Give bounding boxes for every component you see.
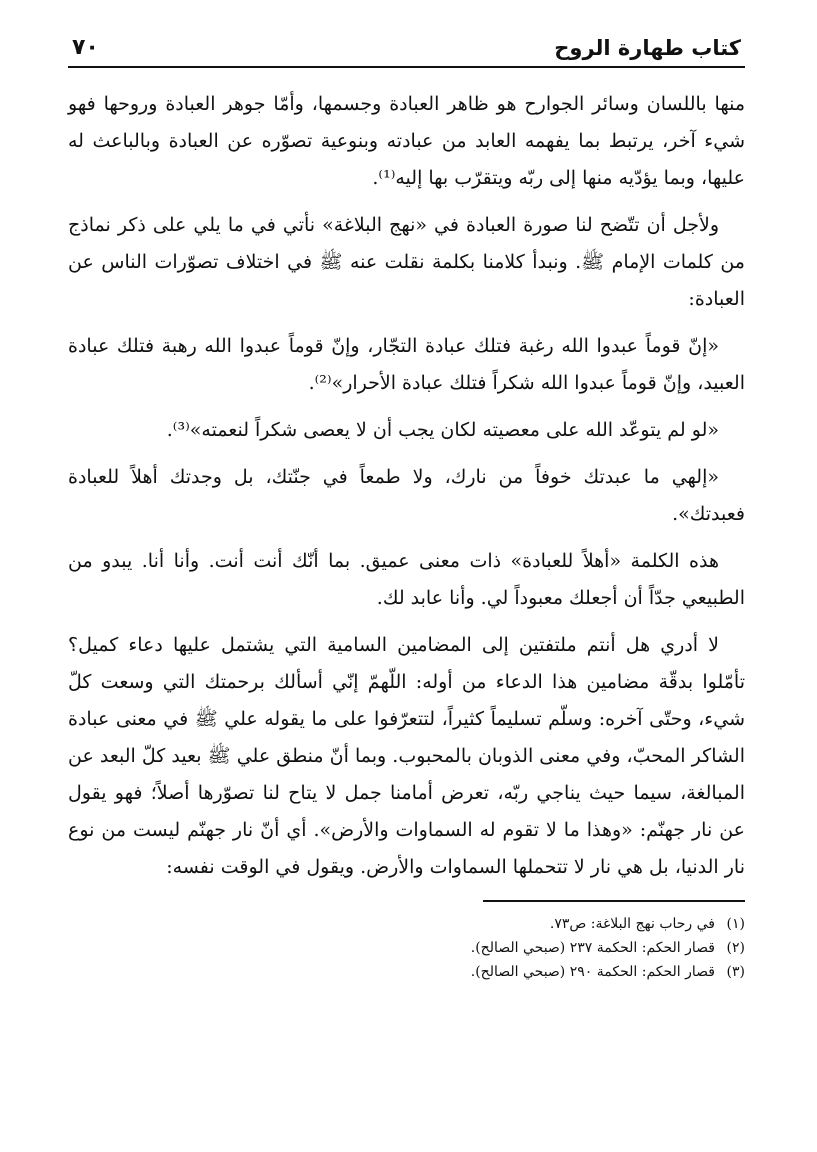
running-header: [68, 24, 745, 68]
footnote-text: قصار الحكم: الحكمة ٢٣٧ (صبحي الصالح).: [470, 940, 715, 956]
footnote-text: قصار الحكم: الحكمة ٢٩٠ (صبحي الصالح).: [470, 964, 715, 980]
footnote-number: (٢): [726, 940, 745, 956]
footnote: [68, 912, 745, 936]
book-title: كتاب طهارة الروح: [554, 36, 741, 60]
body-text: [68, 86, 745, 886]
quote-disobedience: «لو لم يتوعّد الله على معصيته لكان يجب أن لا يعصى شكراً لنعمته»⁽³⁾.: [166, 419, 719, 441]
footnote-number: (٣): [726, 964, 745, 980]
quote-worship-types: «إنّ قوماً عبدوا الله رغبة فتلك عبادة التجّار، وإنّ قوماً عبدوا الله رهبة فتلك عبادة العبيد، وإنّ قوماً عبدوا الله شكراً فتلك عبادة الأحرار»⁽²⁾.: [68, 335, 745, 394]
book-page: [68, 24, 745, 1132]
footnote-text: في رحاب نهج البلاغة: ص٧٣.: [549, 916, 715, 932]
footnote-number: (١): [726, 916, 745, 932]
footnote-separator: [483, 900, 745, 902]
footnote: [68, 960, 745, 984]
page-number: ٧٠: [72, 35, 99, 60]
footnotes: [68, 912, 745, 984]
paragraph-kumayl: لا أدري هل أنتم ملتفتين إلى المضامين السامية التي يشتمل عليها دعاء كميل؟ تأمّلوا بدقّة مضامين هذا الدعاء من أوله: اللّهمّ إنّي أسألك برحمتك التي وسعت كلّ شيء، وحتّى آخره: وسلّم تسليماً كثيراً، لتتعرّفوا على ما يقوله علي ﷺ في معنى عبادة الشاكر المحبّ، وفي معنى الذوبان بالمحبوب. وبما أنّ منطق علي ﷺ بعيد كلّ البعد عن المبالغة، سيما حيث يناجي ربّه، تعرض أمامنا جمل لا يتاح لنا تصوّرها أصلاً؛ فهو يقول عن نار جهنّم: «وهذا ما لا تقوم له السماوات والأرض». أي أنّ نار جهنّم ليست من نوع نار الدنيا، بل هي نار لا تتحملها السماوات والأرض. ويقول في الوقت نفسه:: [68, 634, 745, 878]
paragraph-commentary: هذه الكلمة «أهلاً للعبادة» ذات معنى عميق. بما أنّك أنت أنت. وأنا أنا. يبدو من الطبيعي جدّاً أن أجعلك معبوداً لي. وأنا عابد لك.: [68, 550, 745, 609]
footnote: [68, 936, 745, 960]
paragraph-continuation: منها باللسان وسائر الجوارح هو ظاهر العبادة وجسمها، وأمّا جوهر العبادة وروحها فهو شيء آخر، يرتبط بما يفهمه العابد من عبادته وبنوعية تصوّره عن العبادة وبالباعث له عليها، وبما يؤدّيه منها إلى ربّه ويتقرّب بها إليه⁽¹⁾.: [68, 93, 745, 189]
paragraph-intro: ولأجل أن تتّضح لنا صورة العبادة في «نهج البلاغة» نأتي في ما يلي على ذكر نماذج من كلمات الإمام ﷺ. ونبدأ كلامنا بكلمة نقلت عنه ﷺ في اختلاف تصوّرات الناس عن العبادة:: [68, 214, 745, 310]
quote-worthy-of-worship: «إلهي ما عبدتك خوفاً من نارك، ولا طمعاً في جنّتك، بل وجدتك أهلاً للعبادة فعبدتك».: [68, 466, 745, 525]
